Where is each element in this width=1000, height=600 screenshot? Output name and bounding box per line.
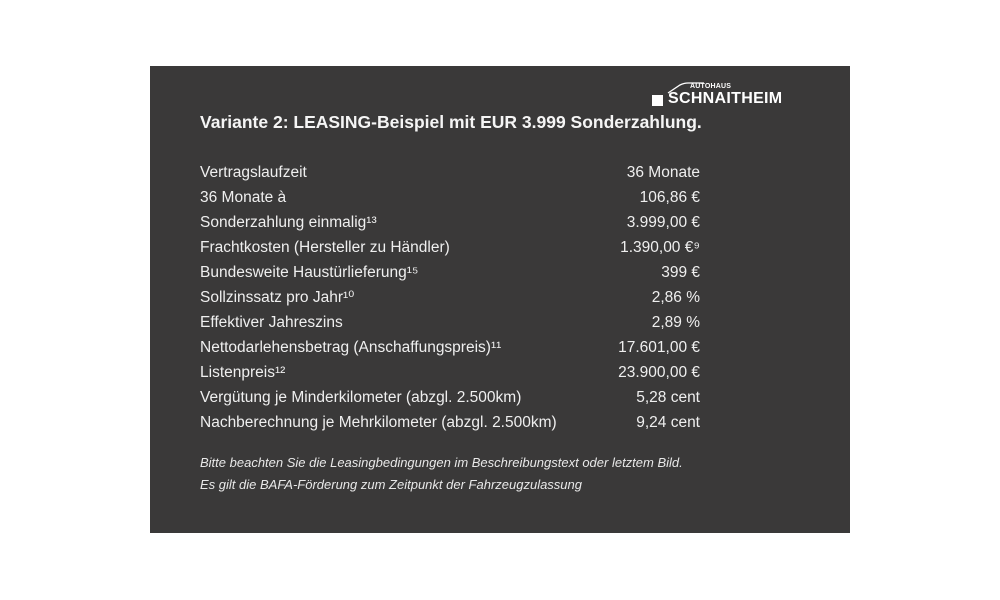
- list-item: [200, 360, 700, 385]
- row-label: Frachtkosten (Hersteller zu Händler): [200, 239, 450, 256]
- list-item: [200, 210, 700, 235]
- list-item: [200, 310, 700, 335]
- list-item: [200, 335, 700, 360]
- list-item: [200, 285, 700, 310]
- row-value: 399 €: [661, 264, 700, 281]
- row-label: Vertragslaufzeit: [200, 164, 307, 181]
- list-item: [200, 185, 700, 210]
- row-value: 9,24 cent: [636, 414, 700, 431]
- list-item: [200, 410, 700, 435]
- row-value: 106,86 €: [639, 189, 700, 206]
- row-label: Vergütung je Minderkilometer (abzgl. 2.500km): [200, 389, 522, 406]
- row-value: 2,89 %: [651, 314, 700, 331]
- leasing-card: [150, 66, 850, 533]
- logo-square-icon: [652, 95, 663, 106]
- row-value: 3.999,00 €: [626, 214, 700, 231]
- row-value: 23.900,00 €: [618, 364, 700, 381]
- row-value: 17.601,00 €: [618, 339, 700, 356]
- page-title: Variante 2: LEASING-Beispiel mit EUR 3.999 Sonderzahlung.: [200, 112, 702, 132]
- row-label: Nettodarlehensbetrag (Anschaffungspreis)¹¹: [200, 339, 502, 356]
- note-leasing-conditions: Bitte beachten Sie die Leasingbedingungen im Beschreibungstext oder letztem Bild.: [200, 455, 683, 470]
- row-label: Listenpreis¹²: [200, 364, 286, 381]
- row-label: Bundesweite Haustürlieferung¹⁵: [200, 264, 419, 281]
- leasing-details-list: [200, 160, 700, 435]
- list-item: [200, 260, 700, 285]
- list-item: [200, 160, 700, 185]
- logo-main-text: SCHNAITHEIM: [668, 90, 783, 107]
- row-value: 5,28 cent: [636, 389, 700, 406]
- row-label: 36 Monate à: [200, 189, 287, 206]
- logo-small-text: AUTOHAUS: [690, 83, 732, 90]
- autohaus-schnaitheim-logo: [652, 82, 797, 110]
- row-label: Effektiver Jahreszins: [200, 314, 343, 331]
- row-value: 2,86 %: [651, 289, 700, 306]
- footnotes: [200, 452, 683, 496]
- row-value: 1.390,00 €⁹: [620, 239, 700, 256]
- note-bafa-funding: Es gilt die BAFA-Förderung zum Zeitpunkt der Fahrzeugzulassung: [200, 477, 582, 492]
- row-label: Sonderzahlung einmalig¹³: [200, 214, 377, 231]
- row-label: Sollzinssatz pro Jahr¹⁰: [200, 289, 355, 306]
- list-item: [200, 235, 700, 260]
- row-label: Nachberechnung je Mehrkilometer (abzgl. 2.500km): [200, 414, 557, 431]
- list-item: [200, 385, 700, 410]
- row-value: 36 Monate: [626, 164, 700, 181]
